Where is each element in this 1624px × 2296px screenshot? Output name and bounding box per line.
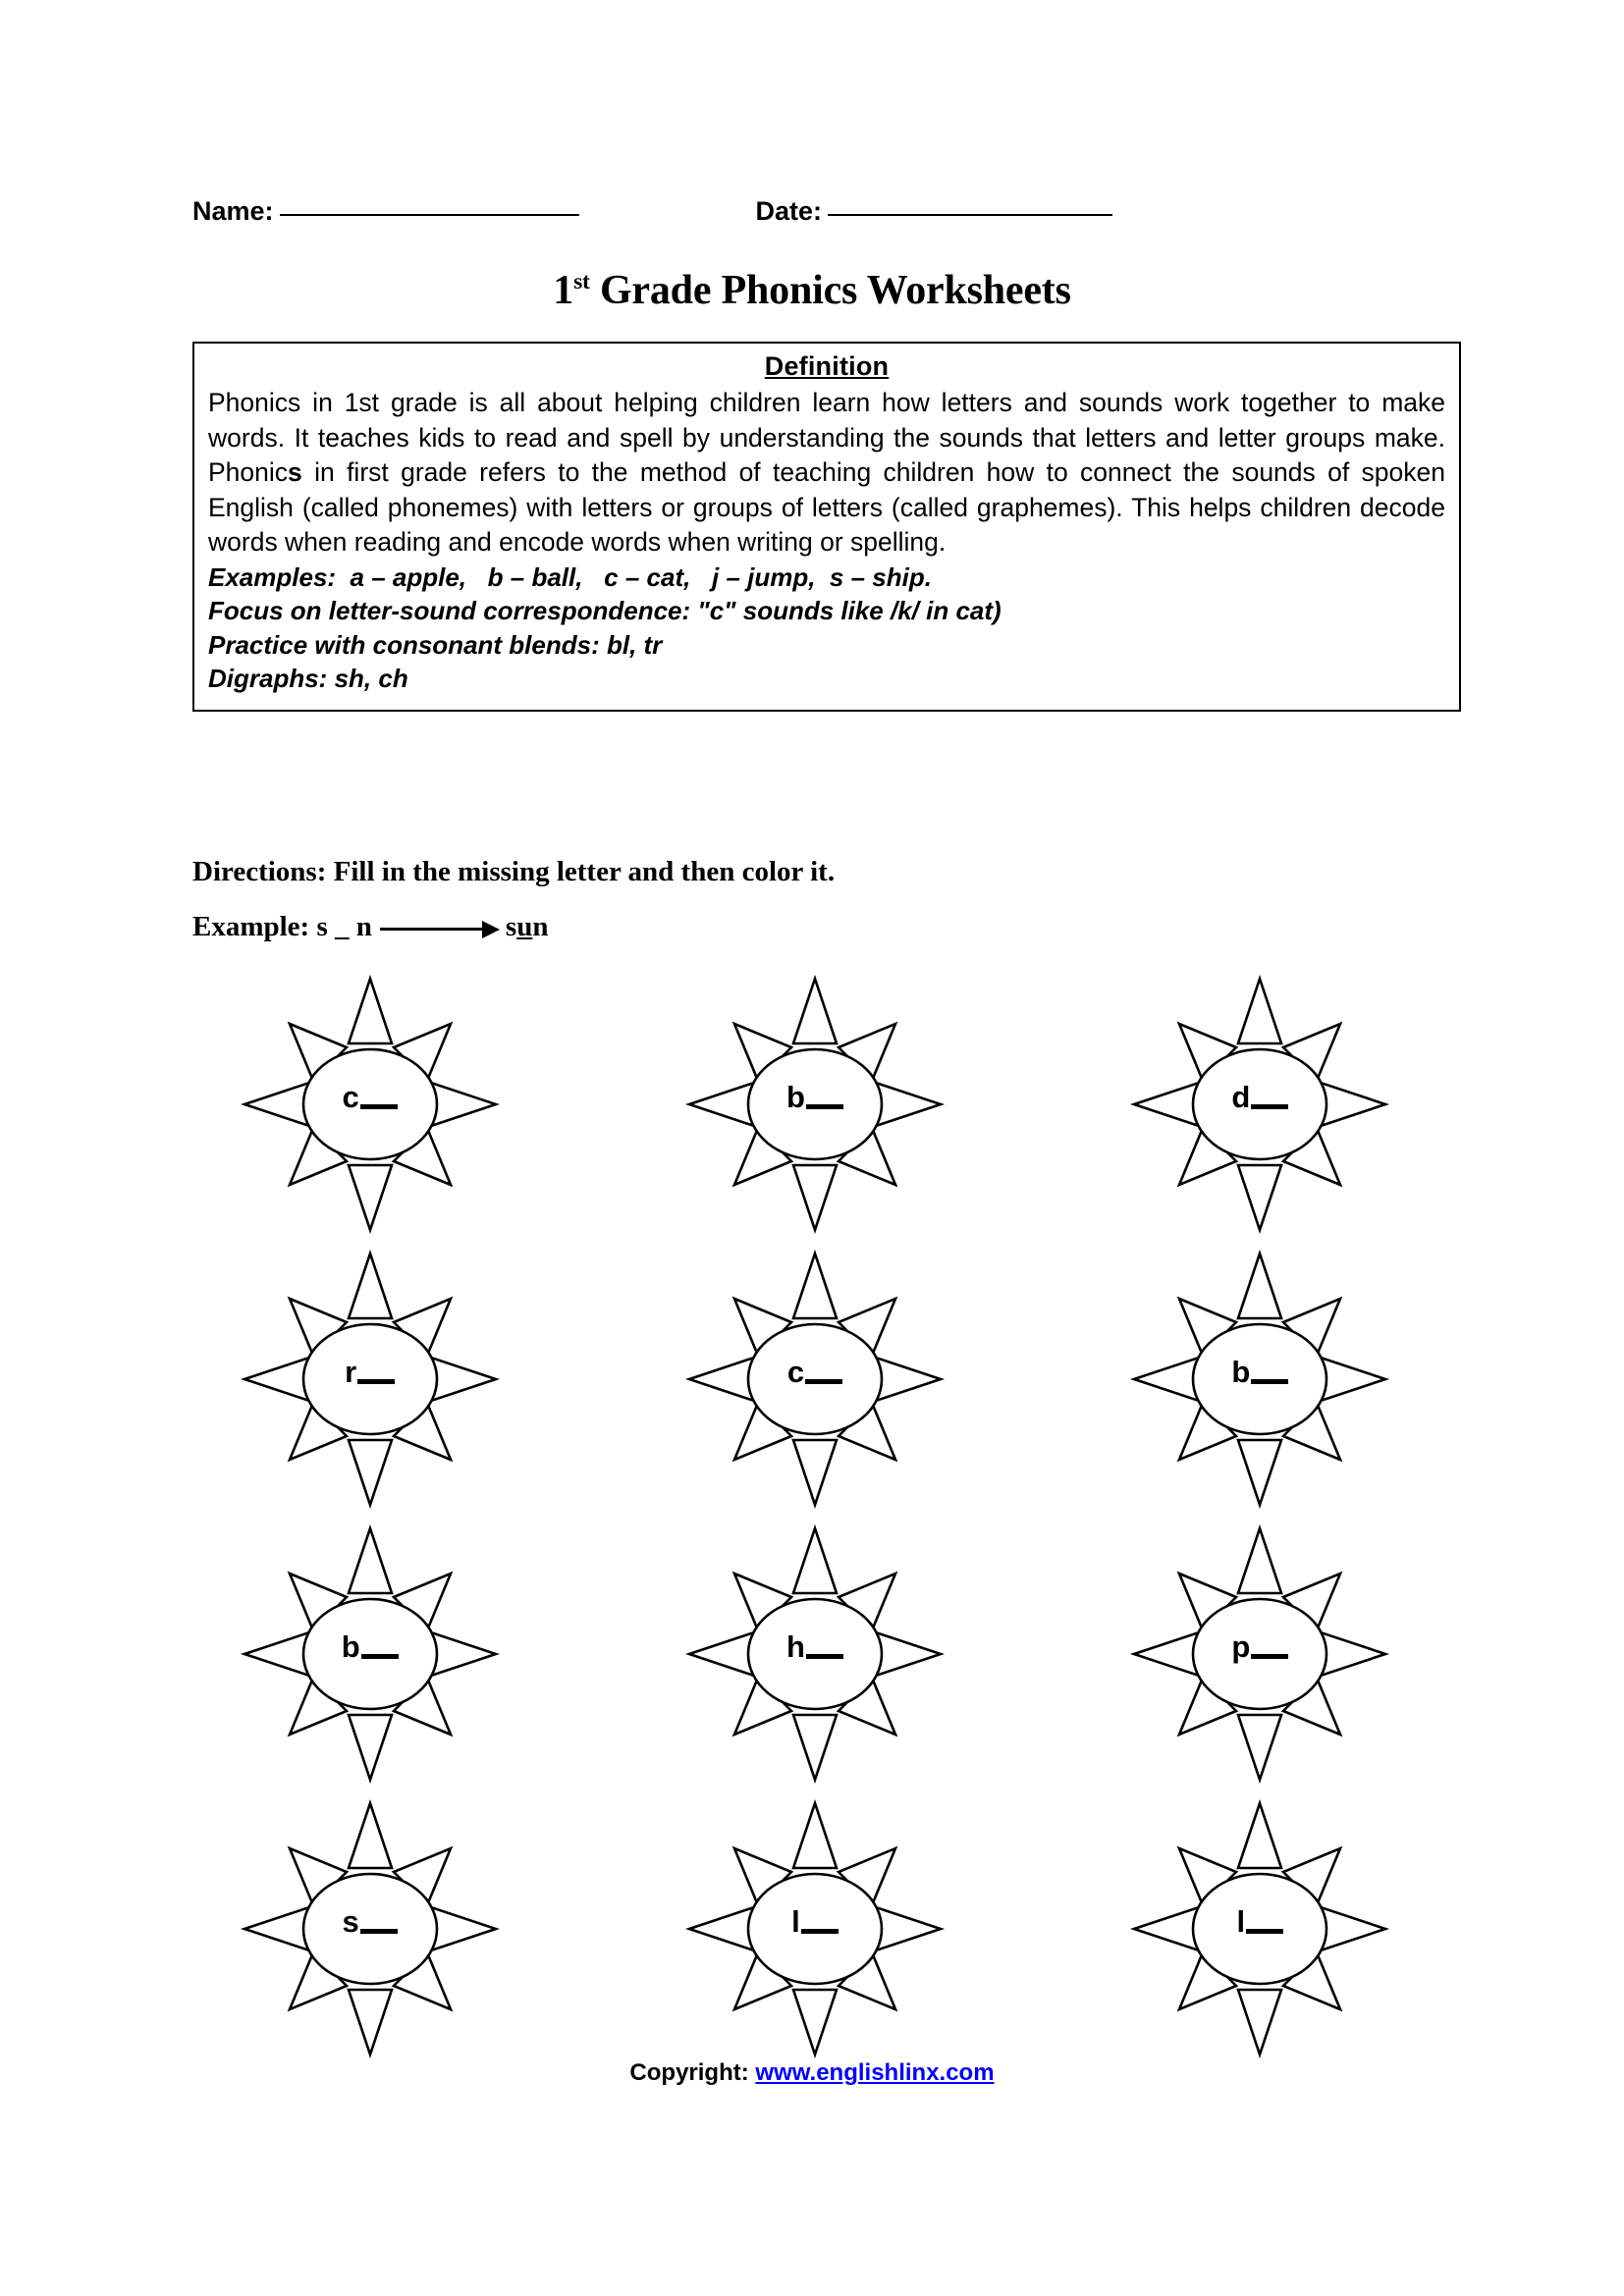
sun-ray-1: [1238, 979, 1281, 1043]
sun-icon: [1122, 967, 1397, 1242]
sun-ray-7: [689, 1632, 754, 1676]
sun-ray-1: [1238, 1254, 1281, 1318]
footer: [0, 2059, 1624, 2087]
sun-center-ellipse: [1193, 1324, 1326, 1434]
name-label: Name:: [192, 196, 274, 226]
sun-ray-1: [349, 1254, 392, 1318]
sun-ray-5: [793, 1990, 837, 2055]
sun-ray-1: [349, 1528, 392, 1593]
example-answer-before: s: [505, 911, 517, 942]
date-input-blank[interactable]: [828, 214, 1112, 216]
sun-exercise-item[interactable]: [677, 1517, 952, 1791]
definition-line-blends: Practice with consonant blends: bl, tr: [208, 629, 663, 660]
sun-exercise-item[interactable]: [233, 1517, 508, 1791]
sun-icon: [233, 1242, 508, 1517]
sun-icon: [1122, 1517, 1397, 1791]
sun-ray-3: [431, 1632, 496, 1676]
sun-ray-7: [1134, 1907, 1199, 1950]
given-letter: r: [345, 1354, 357, 1389]
given-letter: b: [1231, 1354, 1251, 1389]
definition-box: [192, 342, 1461, 712]
definition-line-focus: Focus on letter-sound correspondence: "c" sounds like /k/ in cat): [208, 596, 1001, 626]
sun-ray-3: [1321, 1358, 1385, 1401]
sun-ray-7: [689, 1083, 754, 1126]
given-letter: p: [1231, 1629, 1251, 1664]
example-label: Example:: [192, 911, 310, 942]
sun-center-ellipse: [303, 1049, 437, 1159]
sun-exercise-item[interactable]: [233, 967, 508, 1242]
sun-ray-7: [244, 1907, 309, 1950]
englishlinx-link[interactable]: www.englishlinx.com: [755, 2059, 995, 2086]
example-prompt: s _ n: [316, 911, 372, 942]
sun-ray-3: [876, 1907, 941, 1950]
sun-ray-3: [431, 1358, 496, 1401]
given-letter: d: [1231, 1079, 1251, 1114]
sun-ray-1: [793, 979, 837, 1043]
page-title: [0, 267, 1624, 314]
sun-ray-5: [349, 1715, 392, 1780]
given-letter: h: [786, 1629, 805, 1664]
name-input-blank[interactable]: [280, 214, 579, 216]
sun-ray-3: [1321, 1632, 1385, 1676]
sun-ray-5: [349, 1990, 392, 2055]
sun-icon: [1122, 1242, 1397, 1517]
sun-exercise-item[interactable]: [1122, 1242, 1397, 1517]
sun-ray-1: [793, 1254, 837, 1318]
definition-paragraph-part1: Phonics in 1st grade is all about helping children learn how letters and sounds work together to make words. It teaches kids to read and spell by understanding the sounds that letters and letter groups make. Phonic: [208, 388, 1445, 487]
example-answer-missing: u: [516, 911, 533, 942]
title-ordinal-suffix: st: [573, 269, 590, 294]
given-letter: b: [341, 1629, 360, 1664]
sun-exercise-item[interactable]: [677, 967, 952, 1242]
sun-ray-5: [349, 1440, 392, 1505]
sun-icon: [677, 967, 952, 1242]
definition-heading: Definition: [764, 351, 890, 381]
sun-ray-5: [1238, 1165, 1281, 1230]
name-date-row: [192, 196, 1459, 227]
definition-line-examples: Examples: a – apple, b – ball, c – cat, j – jump, s – ship.: [208, 561, 932, 592]
sun-icon: [233, 1517, 508, 1791]
example-answer: [506, 911, 549, 943]
sun-ray-7: [244, 1358, 309, 1401]
sun-ray-5: [793, 1440, 837, 1505]
right-arrow-icon: [380, 921, 500, 938]
sun-center-ellipse: [748, 1599, 882, 1709]
sun-ray-1: [793, 1803, 837, 1868]
sun-exercise-item[interactable]: [1122, 1791, 1397, 2066]
sun-ray-3: [876, 1083, 941, 1126]
definition-line-digraphs: Digraphs: sh, ch: [208, 664, 408, 694]
sun-icon: [1122, 1791, 1397, 2066]
sun-exercise-item[interactable]: [1122, 1517, 1397, 1791]
sun-icon: [677, 1242, 952, 1517]
title-rest: Grade Phonics Worksheets: [589, 268, 1071, 313]
sun-ray-1: [349, 1803, 392, 1868]
definition-paragraph-bold: s: [288, 457, 302, 487]
example-answer-after: n: [532, 911, 549, 942]
sun-icon: [233, 1791, 508, 2066]
sun-center-ellipse: [748, 1049, 882, 1159]
exercise-grid: [147, 967, 1483, 2066]
sun-ray-7: [1134, 1083, 1199, 1126]
directions-text: Directions: Fill in the missing letter and then color it.: [192, 856, 836, 887]
sun-ray-7: [1134, 1358, 1199, 1401]
sun-ray-7: [689, 1358, 754, 1401]
given-letter: b: [786, 1079, 805, 1114]
sun-ray-5: [349, 1165, 392, 1230]
sun-icon: [233, 967, 508, 1242]
sun-ray-1: [793, 1528, 837, 1593]
sun-ray-5: [1238, 1440, 1281, 1505]
example-row: [192, 911, 548, 943]
title-grade-number: 1: [553, 268, 574, 313]
sun-ray-3: [1321, 1907, 1385, 1950]
sun-ray-1: [1238, 1528, 1281, 1593]
given-letter: l: [791, 1903, 800, 1939]
sun-exercise-item[interactable]: [677, 1242, 952, 1517]
sun-ray-7: [244, 1632, 309, 1676]
date-label: Date:: [755, 196, 823, 226]
sun-center-ellipse: [748, 1874, 882, 1984]
sun-ray-5: [793, 1715, 837, 1780]
sun-ray-5: [1238, 1990, 1281, 2055]
sun-ray-1: [349, 979, 392, 1043]
sun-ray-3: [431, 1907, 496, 1950]
sun-ray-1: [1238, 1803, 1281, 1868]
sun-center-ellipse: [303, 1599, 437, 1709]
sun-icon: [677, 1791, 952, 2066]
sun-exercise-item[interactable]: [677, 1791, 952, 2066]
sun-ray-3: [431, 1083, 496, 1126]
sun-center-ellipse: [303, 1324, 437, 1434]
sun-ray-7: [1134, 1632, 1199, 1676]
definition-paragraph-part2: in first grade refers to the method of teaching children how to connect the sounds of spoken English (called phonemes) with letters or groups of letters (called graphemes). This helps children decode words when reading and encode words when writing or spelling.: [208, 457, 1445, 557]
sun-ray-3: [1321, 1083, 1385, 1126]
sun-center-ellipse: [1193, 1049, 1326, 1159]
given-letter: s: [342, 1903, 359, 1939]
sun-center-ellipse: [1193, 1874, 1326, 1984]
sun-ray-7: [244, 1083, 309, 1126]
given-letter: c: [786, 1354, 805, 1389]
definition-paragraph: [208, 386, 1445, 561]
sun-ray-3: [876, 1632, 941, 1676]
sun-ray-5: [793, 1165, 837, 1230]
sun-center-ellipse: [748, 1324, 882, 1434]
sun-exercise-item[interactable]: [233, 1242, 508, 1517]
sun-ray-3: [876, 1358, 941, 1401]
sun-exercise-item[interactable]: [1122, 967, 1397, 1242]
given-letter: c: [342, 1079, 359, 1114]
sun-center-ellipse: [303, 1874, 437, 1984]
sun-center-ellipse: [1193, 1599, 1326, 1709]
sun-ray-5: [1238, 1715, 1281, 1780]
sun-exercise-item[interactable]: [233, 1791, 508, 2066]
sun-icon: [677, 1517, 952, 1791]
copyright-label: Copyright:: [629, 2059, 749, 2086]
sun-ray-7: [689, 1907, 754, 1950]
given-letter: l: [1236, 1903, 1246, 1939]
